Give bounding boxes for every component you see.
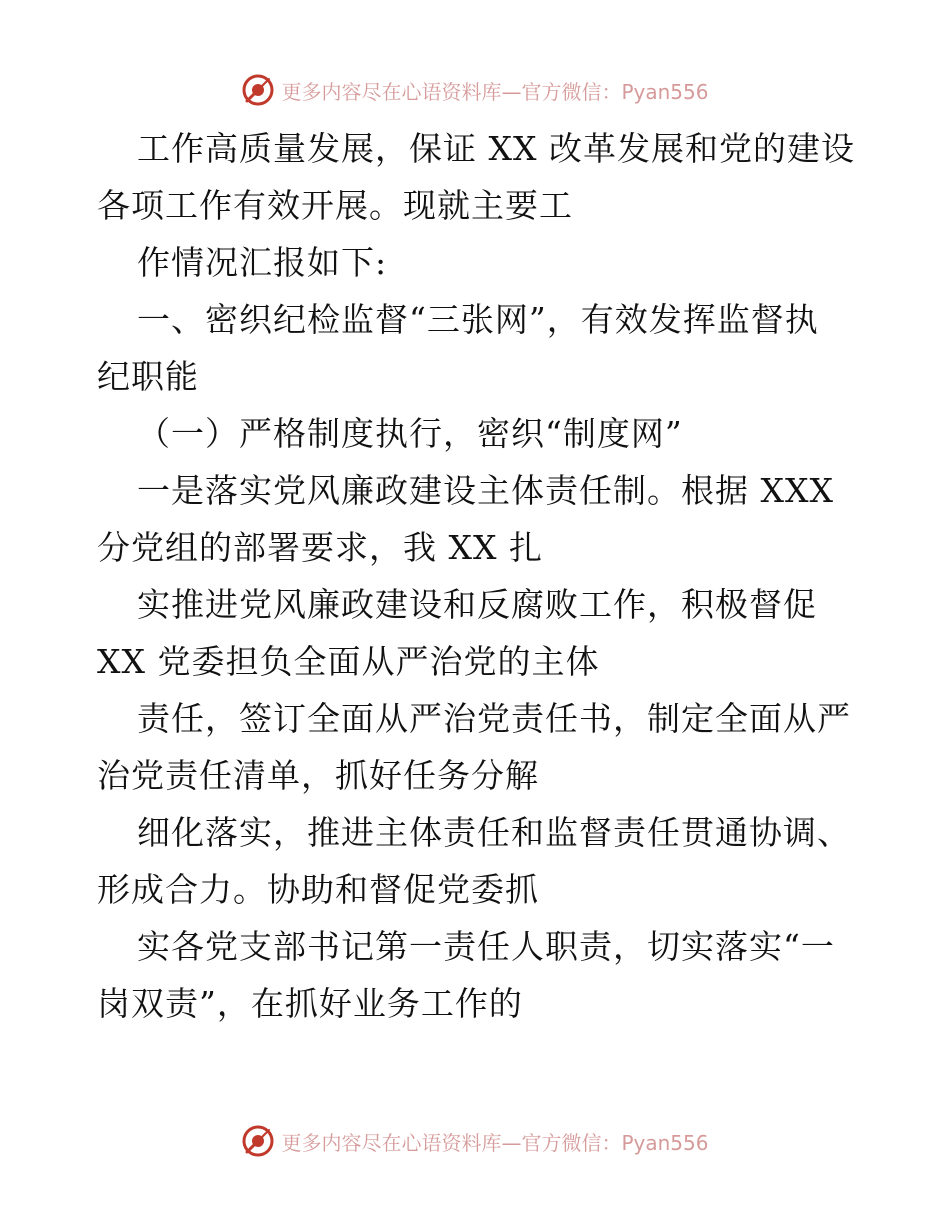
text-line: 分党组的部署要求，我 XX 扎 xyxy=(97,528,543,567)
header-watermark xyxy=(0,70,950,110)
subsection-heading: （一）严格制度执行，密织“制度网” xyxy=(137,414,683,453)
text-line: XX 党委担负全面从严治党的主体 xyxy=(97,642,600,681)
text-line: 实各党支部书记第一责任人职责，切实落实“一 xyxy=(137,927,835,966)
text-line: 治党责任清单，抓好任务分解 xyxy=(97,756,539,795)
footer-watermark xyxy=(0,1121,950,1161)
text-line: 纪职能 xyxy=(97,357,199,396)
text-line: 细化落实，推进主体责任和监督责任贯通协调、 xyxy=(137,813,851,852)
text-line: 责任，签订全面从严治党责任书，制定全面从严 xyxy=(137,699,851,738)
text-line: 作情况汇报如下: xyxy=(137,243,388,282)
text-line: 实推进党风廉政建设和反腐败工作，积极督促 xyxy=(137,585,817,624)
text-line: 各项工作有效开展。现就主要工 xyxy=(97,186,573,225)
watermark-text: 更多内容尽在心语资料库—官方微信：Pyan556 xyxy=(281,79,709,104)
watermark-text: 更多内容尽在心语资料库—官方微信：Pyan556 xyxy=(281,1130,709,1155)
section-heading: 一、密织纪检监督“三张网”，有效发挥监督执 xyxy=(137,300,819,339)
logo-icon xyxy=(241,73,275,107)
text-line: 形成合力。协助和督促党委抓 xyxy=(97,870,539,909)
text-line: 一是落实党风廉政建设主体责任制。根据 XXX xyxy=(137,471,834,510)
text-line: 岗双责”，在抓好业务工作的 xyxy=(97,984,523,1023)
document-body xyxy=(97,120,857,1032)
text-line: 工作高质量发展，保证 XX 改革发展和党的建设 xyxy=(137,129,855,168)
logo-icon xyxy=(241,1124,275,1158)
